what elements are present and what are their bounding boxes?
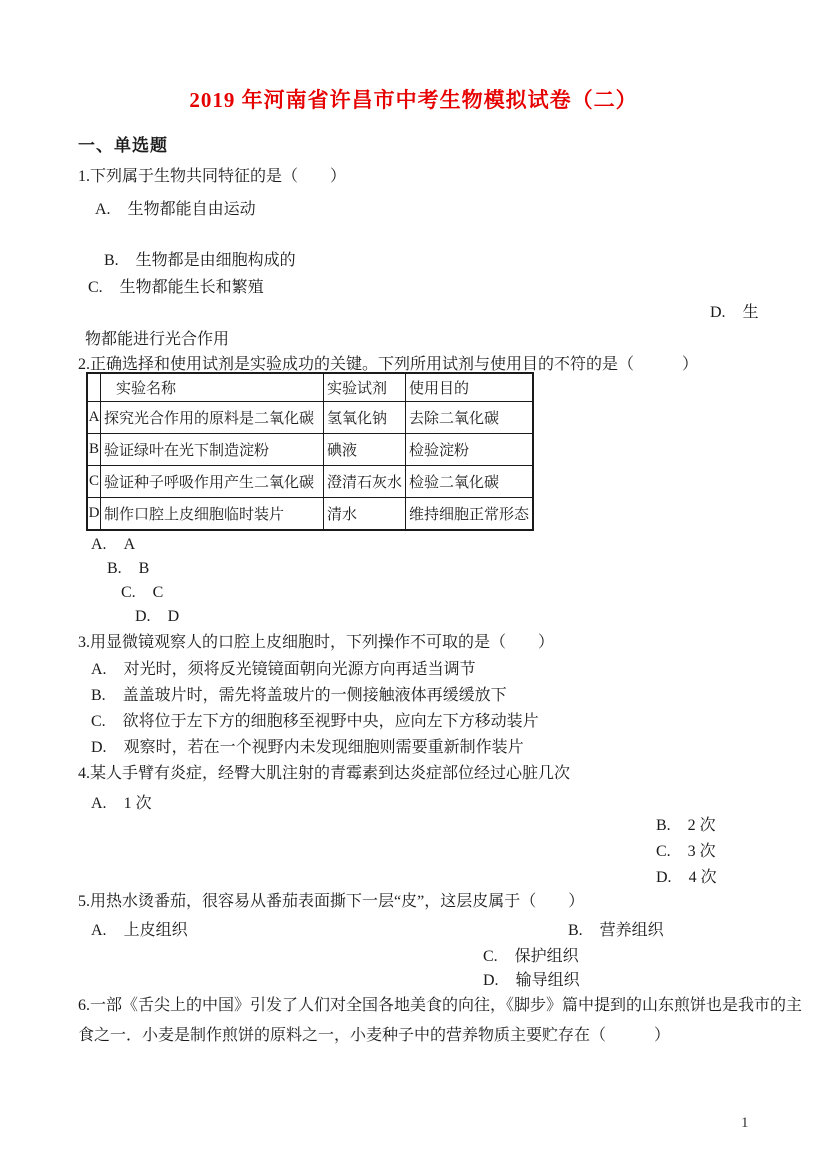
question-3-option-b xyxy=(91,687,507,705)
option-text: 生物都能自由运动 xyxy=(127,201,256,218)
option-label: A. xyxy=(91,661,107,678)
question-1-option-d xyxy=(710,304,759,322)
question-2-stem: 2.正确选择和使用试剂是实验成功的关键。下列所用试剂与使用目的不符的是（ ） xyxy=(78,356,699,373)
table-cell: B xyxy=(87,434,101,466)
option-text: 生 xyxy=(742,304,759,321)
option-text: D xyxy=(167,608,180,625)
question-6-stem-line1: 6.一部《舌尖上的中国》引发了人们对全国各地美食的向往，《脚步》篇中提到的山东煎饼也是我市的主 xyxy=(78,997,803,1014)
question-4-option-c xyxy=(656,843,716,861)
table-cell: A xyxy=(87,402,101,434)
option-text: 保护组织 xyxy=(514,948,579,965)
option-label: D. xyxy=(483,972,499,989)
option-label: D. xyxy=(710,304,726,321)
option-text: 1 次 xyxy=(123,795,152,812)
question-1-option-d-wrap: 物都能进行光合作用 xyxy=(85,331,230,348)
table-header-cell: 实验名称 xyxy=(101,373,324,402)
question-2-option-d xyxy=(135,608,179,626)
table-cell: 制作口腔上皮细胞临时装片 xyxy=(101,498,324,531)
option-text: C xyxy=(152,584,164,601)
option-label: C. xyxy=(91,713,106,730)
option-label: B. xyxy=(91,687,106,704)
option-label: A. xyxy=(91,922,107,939)
table-cell: C xyxy=(87,466,101,498)
option-label: A. xyxy=(95,201,111,218)
option-text: 营养组织 xyxy=(599,922,664,939)
table-cell: 清水 xyxy=(324,498,406,531)
option-text: B xyxy=(138,560,150,577)
option-text: 2 次 xyxy=(687,817,716,834)
table-header-cell xyxy=(87,373,101,402)
option-label: D. xyxy=(135,608,151,625)
table-cell: 澄清石灰水 xyxy=(324,466,406,498)
question-5-option-b xyxy=(568,922,664,940)
table-row xyxy=(87,402,533,434)
option-label: C. xyxy=(121,584,136,601)
option-label: D. xyxy=(656,869,672,886)
question-4-option-d xyxy=(656,869,717,887)
question-2-option-a xyxy=(91,536,135,554)
option-label: D. xyxy=(91,739,107,756)
option-label: B. xyxy=(656,817,671,834)
option-label: B. xyxy=(107,560,122,577)
table-cell: 检验二氧化碳 xyxy=(406,466,534,498)
table-row xyxy=(87,434,533,466)
question-2-option-c xyxy=(121,584,163,602)
table-cell: 碘液 xyxy=(324,434,406,466)
table-cell: 检验淀粉 xyxy=(406,434,534,466)
option-text: 上皮组织 xyxy=(123,922,188,939)
question-5-option-c xyxy=(483,948,579,966)
question-2-option-b xyxy=(107,560,149,578)
option-text: 输导组织 xyxy=(515,972,580,989)
question-1-option-b xyxy=(104,252,296,270)
question-4-option-b xyxy=(656,817,716,835)
table-header-cell: 使用目的 xyxy=(406,373,534,402)
table-header-cell: 实验试剂 xyxy=(324,373,406,402)
option-text: 4 次 xyxy=(688,869,717,886)
option-label: C. xyxy=(483,948,498,965)
option-text: 观察时，若在一个视野内未发现细胞则需要重新制作装片 xyxy=(123,739,524,756)
question-3-option-c xyxy=(91,713,539,731)
question-6-stem-line2: 食之一．小麦是制作煎饼的原料之一，小麦种子中的营养物质主要贮存在（ ） xyxy=(78,1027,671,1044)
page-title: 2019 年河南省许昌市中考生物模拟试卷（二） xyxy=(189,88,638,112)
option-text: 生物都是由细胞构成的 xyxy=(135,252,296,269)
question-5-option-a xyxy=(91,922,188,940)
table-cell: 探究光合作用的原料是二氧化碳 xyxy=(101,402,324,434)
table-header-row xyxy=(87,373,533,402)
question-1-stem: 1.下列属于生物共同特征的是（ ） xyxy=(78,168,347,185)
section-heading: 一、单选题 xyxy=(78,136,168,155)
option-text: 3 次 xyxy=(687,843,716,860)
question-1-option-a xyxy=(95,201,256,219)
option-label: A. xyxy=(91,795,107,812)
table-row xyxy=(87,498,533,531)
option-label: C. xyxy=(656,843,671,860)
question-5-stem: 5.用热水烫番茄，很容易从番茄表面撕下一层“皮”，这层皮属于（ ） xyxy=(78,893,585,910)
option-text: A xyxy=(123,536,136,553)
option-text: 欲将位于左下方的细胞移至视野中央，应向左下方移动装片 xyxy=(122,713,539,730)
question-1-option-c xyxy=(88,279,264,297)
question-4-stem: 4.某人手臂有炎症，经臀大肌注射的青霉素到达炎症部位经过心脏几次 xyxy=(78,765,571,782)
question-5-option-d xyxy=(483,972,580,990)
table-cell: 去除二氧化碳 xyxy=(406,402,534,434)
table-cell: 氢氧化钠 xyxy=(324,402,406,434)
question-3-option-a xyxy=(91,661,476,679)
option-label: C. xyxy=(88,279,103,296)
table-cell: 验证种子呼吸作用产生二氧化碳 xyxy=(101,466,324,498)
option-label: B. xyxy=(104,252,119,269)
reagent-table xyxy=(86,372,534,531)
table-cell: 维持细胞正常形态 xyxy=(406,498,534,531)
question-4-option-a xyxy=(91,795,152,813)
table-cell: 验证绿叶在光下制造淀粉 xyxy=(101,434,324,466)
question-3-option-d xyxy=(91,739,524,757)
page-number: 1 xyxy=(741,1115,749,1131)
option-text: 盖盖玻片时，需先将盖玻片的一侧接触液体再缓缓放下 xyxy=(122,687,507,704)
option-label: A. xyxy=(91,536,107,553)
question-3-stem: 3.用显微镜观察人的口腔上皮细胞时，下列操作不可取的是（ ） xyxy=(78,634,555,651)
option-text: 生物都能生长和繁殖 xyxy=(119,279,264,296)
table-row xyxy=(87,466,533,498)
option-text: 对光时，须将反光镜镜面朝向光源方向再适当调节 xyxy=(123,661,476,678)
table-cell: D xyxy=(87,498,101,531)
option-label: B. xyxy=(568,922,583,939)
